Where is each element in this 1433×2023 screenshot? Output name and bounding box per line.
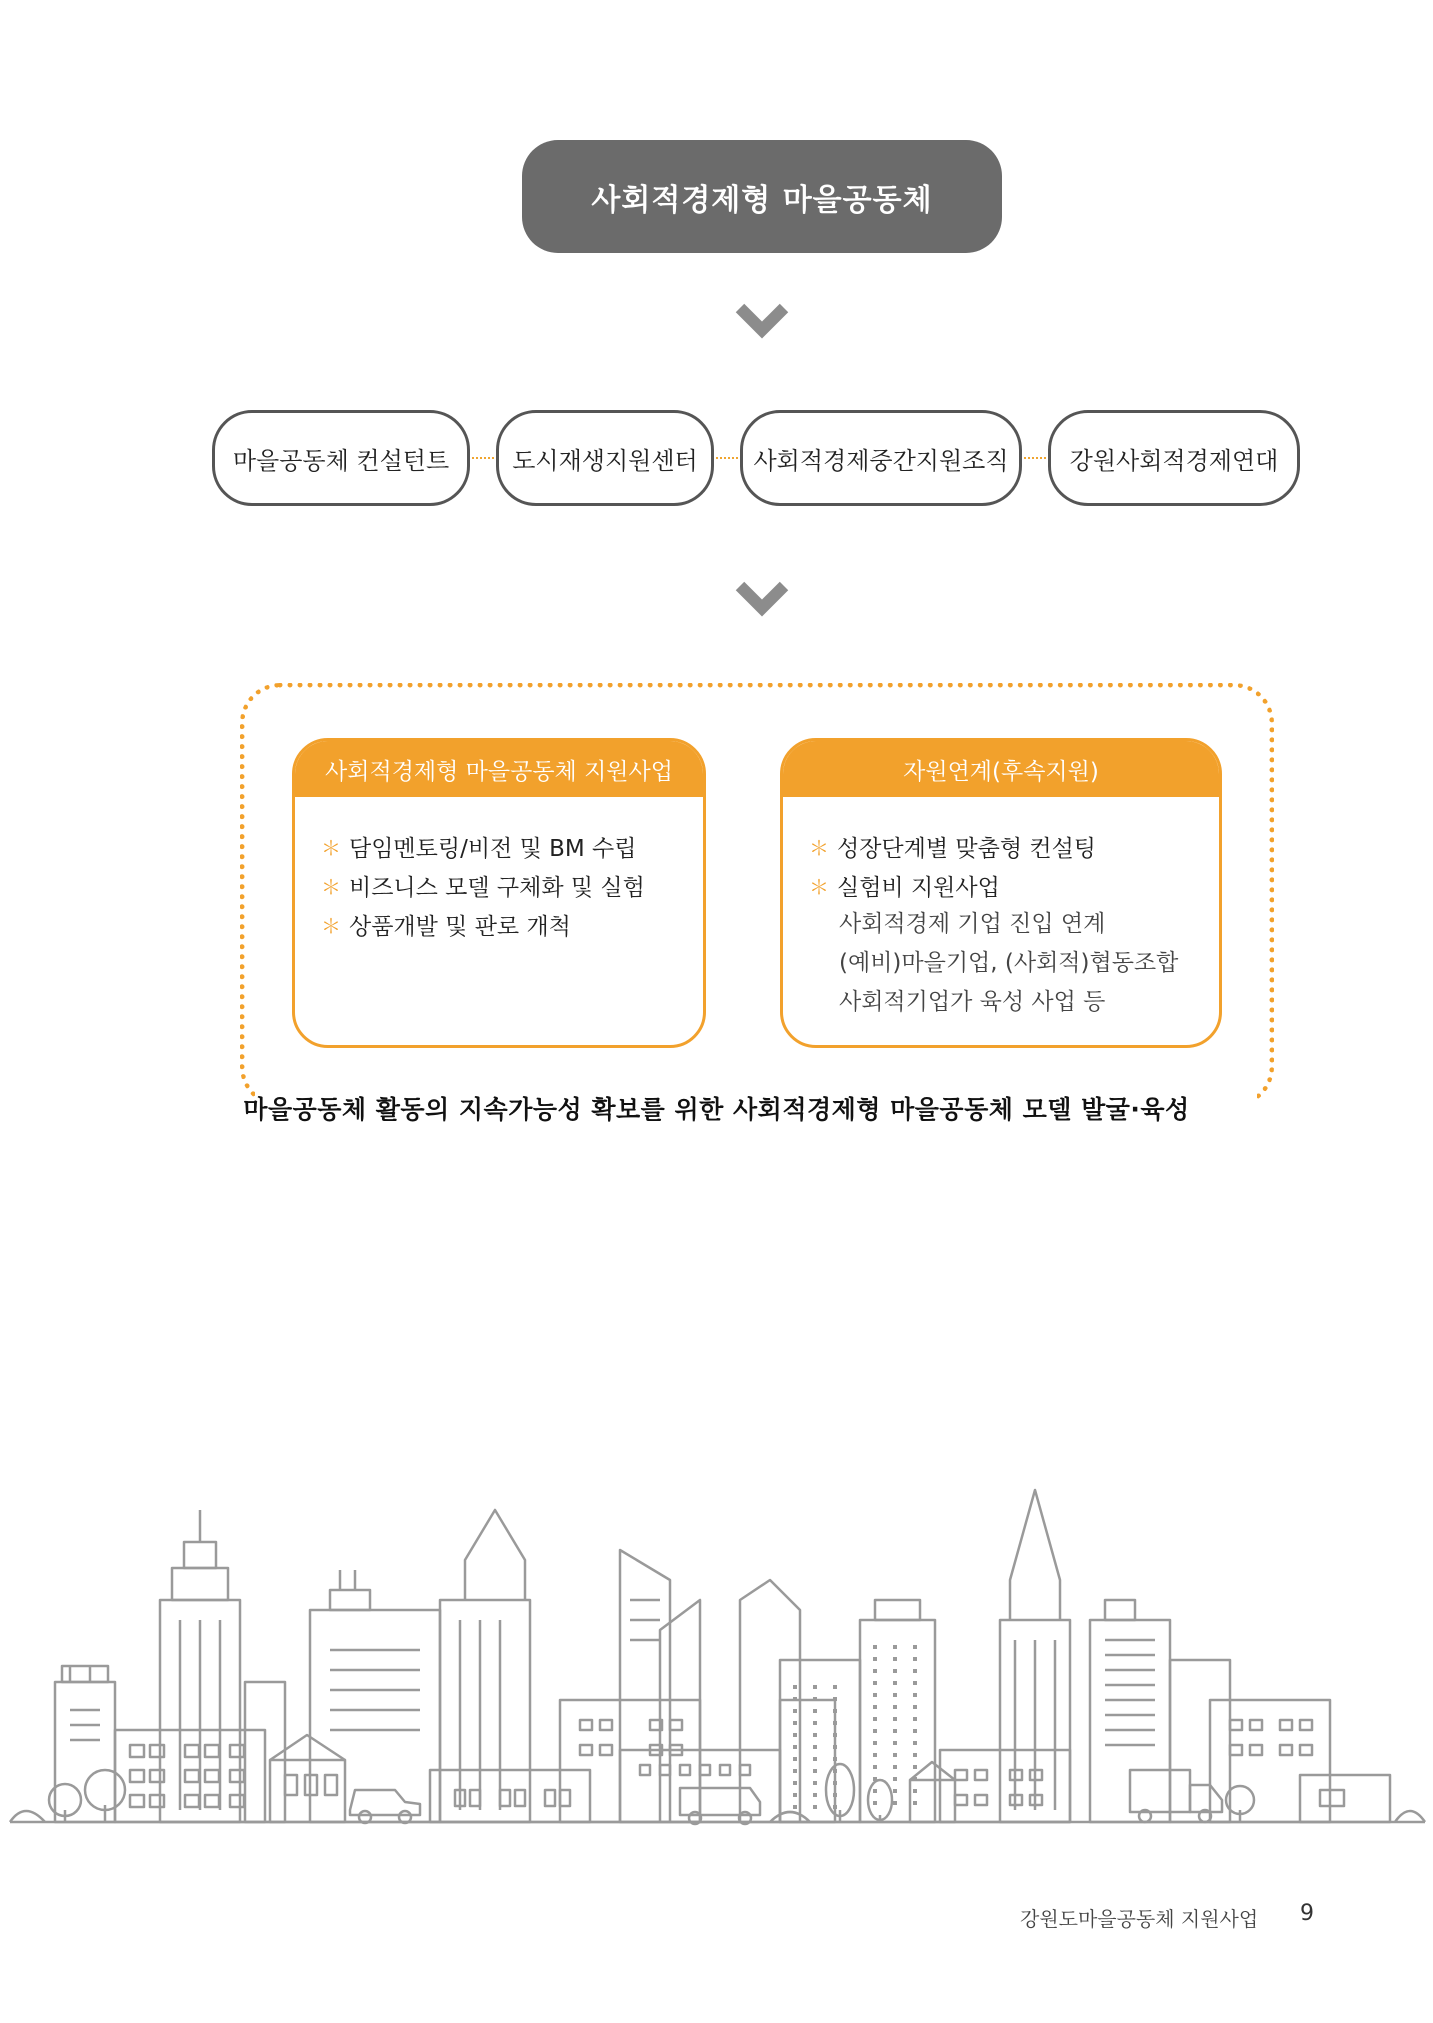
org-label: 마을공동체 컨설턴트 [232,446,450,475]
dotted-connector [716,457,738,459]
sub-item: 사회적기업가 육성 사업 등 [839,989,1106,1015]
asterisk-icon: ＊ [809,836,829,860]
org-pill-consultant [212,410,470,506]
list-item-text: 성장단계별 맞춤형 컨설팅 [837,836,1097,862]
dotted-connector [472,457,494,459]
page-number: 9 [1300,1901,1314,1926]
org-pill-solidarity [1048,410,1300,506]
sub-item: (예비)마을기업, (사회적)협동조합 [839,950,1179,976]
org-pill-urban-regeneration [496,410,714,506]
list-item [321,827,703,866]
city-skyline-illustration [0,1470,1433,1830]
asterisk-icon: ＊ [321,875,341,899]
list-item [809,866,1219,905]
asterisk-icon: ＊ [809,875,829,899]
top-title-box [522,140,1002,253]
resource-linkage-card [780,738,1222,1048]
list-item-text: 실험비 지원사업 [837,875,1000,901]
sub-item: 사회적경제 기업 진입 연계 [839,911,1106,937]
footer-title: 강원도마을공동체 지원사업 [1020,1907,1259,1931]
org-label: 사회적경제중간지원조직 [753,446,1009,475]
dotted-connector [1024,457,1046,459]
list-item-text: 비즈니스 모델 구체화 및 실험 [349,875,645,901]
card-title: 자원연계(후속지원) [783,741,1219,797]
list-item [321,905,703,944]
chevron-down-icon [734,300,790,340]
list-item-text: 담임멘토링/비전 및 BM 수립 [349,836,637,862]
org-label: 도시재생지원센터 [512,446,698,475]
org-label: 강원사회적경제연대 [1069,446,1279,475]
list-item [809,827,1219,866]
asterisk-icon: ＊ [321,836,341,860]
org-pill-intermediary [740,410,1022,506]
list-item [321,866,703,905]
asterisk-icon: ＊ [321,914,341,938]
card-title: 사회적경제형 마을공동체 지원사업 [295,741,703,797]
chevron-down-icon [734,578,790,618]
list-item-text: 상품개발 및 판로 개척 [349,914,571,940]
organization-row [0,410,1433,506]
support-program-card [292,738,706,1048]
bottom-caption: 마을공동체 활동의 지속가능성 확보를 위한 사회적경제형 마을공동체 모델 발굴·육성 [243,1095,1190,1124]
top-title: 사회적경제형 마을공동체 [591,182,933,218]
